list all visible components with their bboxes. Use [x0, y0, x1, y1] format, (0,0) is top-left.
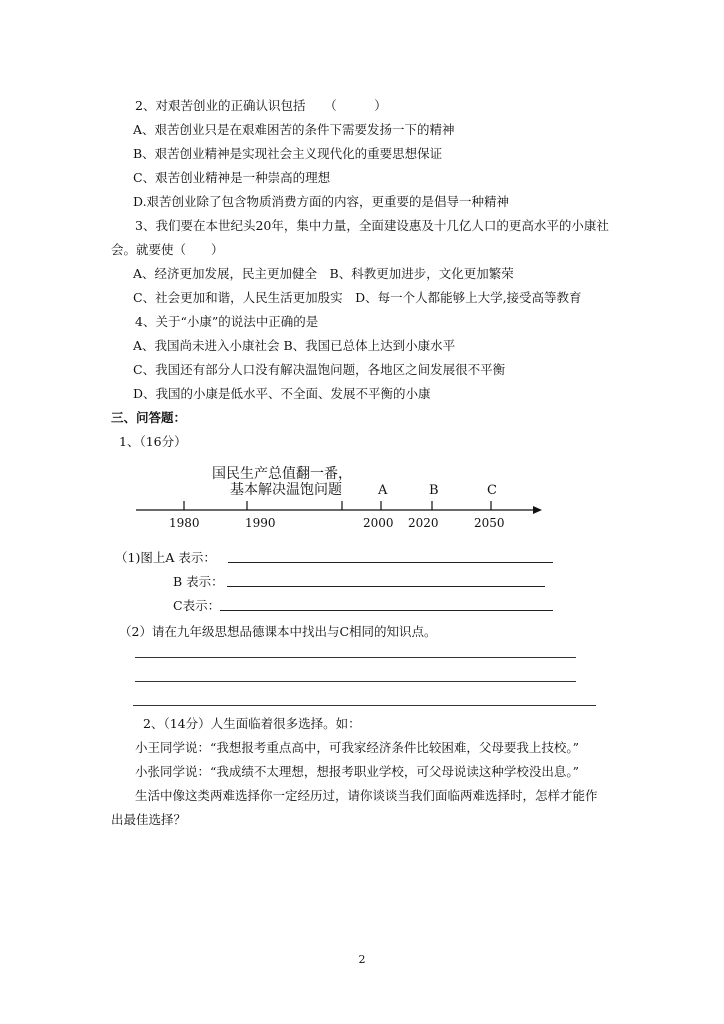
- qa1-sub2: （2）请在九年级思想品德课本中找出与C相同的知识点。: [119, 624, 437, 639]
- answer-line-2[interactable]: [135, 681, 576, 682]
- timeline-year-2050: 2050: [474, 516, 505, 530]
- timeline-label-a: A: [378, 483, 388, 498]
- answer-line-1[interactable]: [135, 657, 576, 658]
- q4-stem: 4、关于“小康”的说法中正确的是: [135, 314, 319, 329]
- q2-option-b: B、艰苦创业精神是实现社会主义现代化的重要思想保证: [133, 146, 443, 161]
- q2-option-d: D.艰苦创业除了包含物质消费方面的内容，更重要的是倡导一种精神: [133, 194, 510, 209]
- qa2-zhang: 小张同学说：“我成绩不太理想，想报考职业学校，可父母说读这种学校没出息。”: [135, 764, 580, 779]
- q4-option-c: C、我国还有部分人口没有解决温饱问题，各地区之间发展很不平衡: [133, 362, 506, 377]
- timeline-figure: [0, 455, 724, 555]
- q3-stem-line2: 会。就要使（ ）: [111, 242, 224, 257]
- q4-option-d: D、我国的小康是低水平、不全面、发展不平衡的小康: [133, 386, 431, 401]
- q2-option-c: C、艰苦创业精神是一种崇高的理想: [133, 170, 331, 185]
- page-number: 2: [358, 953, 366, 966]
- q3-stem-line1: 3、我们要在本世纪头20年，集中力量，全面建设惠及十几亿人口的更高水平的小康社: [135, 218, 609, 233]
- timeline-label-b: B: [429, 483, 439, 498]
- q3-option-cd: C、社会更加和谐，人民生活更加殷实 D、每一个人都能够上大学,接受高等教育: [133, 290, 582, 305]
- timeline-arrowhead: [533, 506, 542, 514]
- answer-line-b[interactable]: [227, 586, 545, 587]
- timeline-year-2020: 2020: [408, 516, 439, 530]
- q4-option-ab: A、我国尚未进入小康社会 B、我国已总体上达到小康水平: [133, 338, 456, 353]
- qa1-sub1-c-label: C表示：: [173, 598, 221, 613]
- timeline-year-1990: 1990: [245, 516, 276, 530]
- qa2-wang: 小王同学说：“我想报考重点高中，可我家经济条件比较困难，父母要我上技校。”: [135, 740, 580, 755]
- answer-line-3[interactable]: [133, 705, 596, 706]
- q3-option-ab: A、经济更加发展，民主更加健全 B、科教更加进步，文化更加繁荣: [133, 266, 514, 281]
- timeline-annotation-line2: 基本解决温饱问题: [230, 482, 342, 498]
- section-title: 三、问答题：: [111, 410, 187, 425]
- q2-stem: 2、对艰苦创业的正确认识包括 （ ）: [135, 98, 387, 113]
- qa1-sub1-b-label: B 表示：: [173, 574, 224, 589]
- timeline-annotation-line1: 国民生产总值翻一番，: [212, 466, 352, 482]
- q2-option-a: A、艰苦创业只是在艰难困苦的条件下需要发扬一下的精神: [133, 122, 455, 137]
- qa1-heading: 1、（16分）: [119, 434, 187, 449]
- qa2-heading: 2、（14分）人生面临着很多选择。如：: [143, 716, 361, 731]
- answer-line-a[interactable]: [228, 562, 553, 563]
- timeline-label-c: C: [487, 483, 497, 498]
- qa2-question-line1: 生活中像这类两难选择你一定经历过，请你谈谈当我们面临两难选择时，怎样才能作: [135, 788, 598, 803]
- qa2-question-line2: 出最佳选择？: [111, 812, 187, 827]
- qa1-sub1-a-label: （1)图上A 表示：: [115, 550, 216, 565]
- timeline-year-2000: 2000: [363, 516, 394, 530]
- timeline-year-1980: 1980: [169, 516, 200, 530]
- answer-line-c[interactable]: [220, 610, 553, 611]
